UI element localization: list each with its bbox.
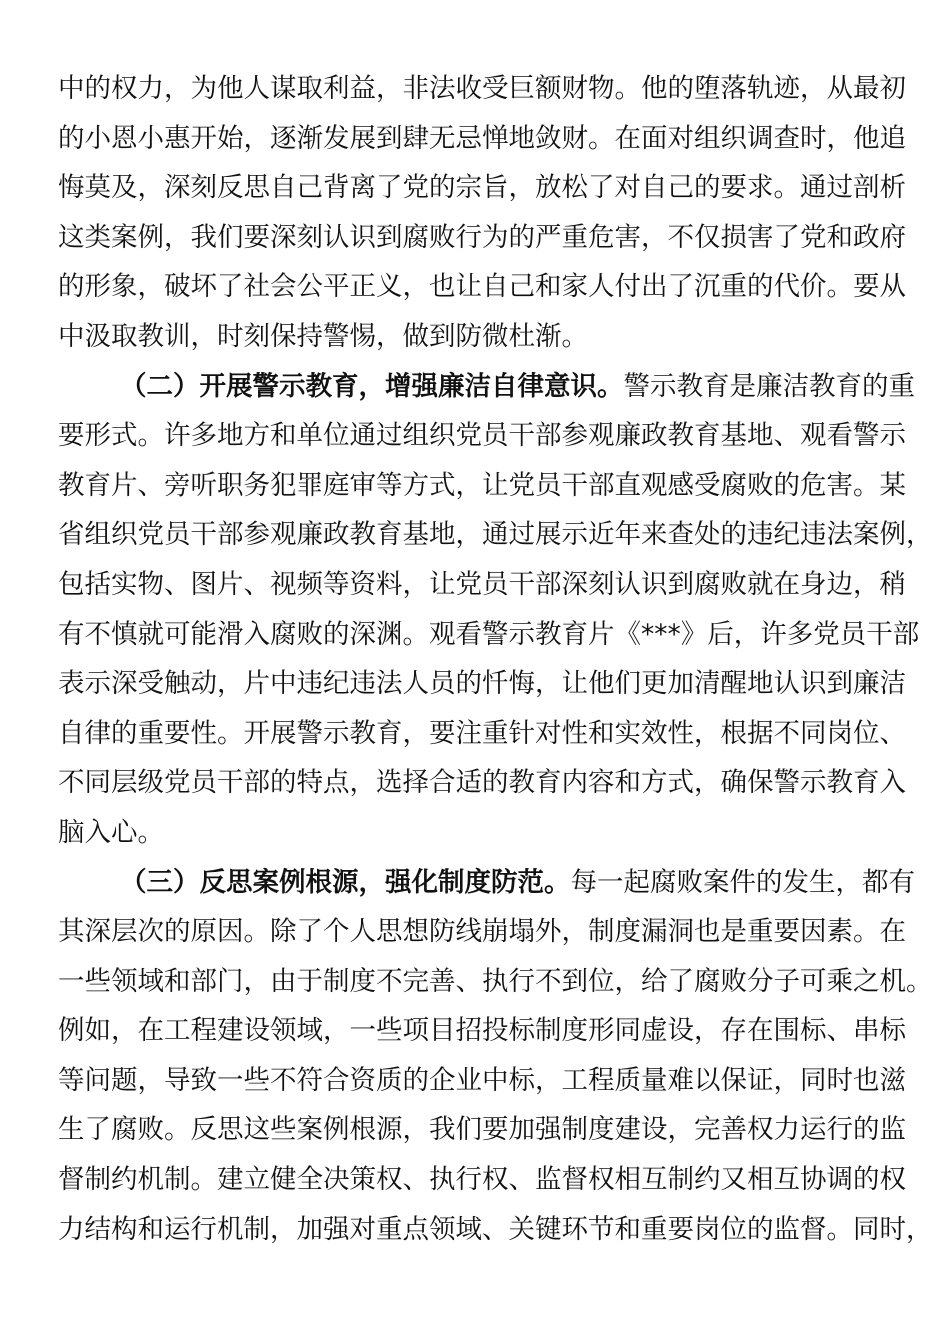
paragraph-line: 有不慎就可能滑入腐败的深渊。观看警示教育片《***》后，许多党员干部 — [58, 618, 920, 650]
paragraph-line: 悔莫及，深刻反思自己背离了党的宗旨，放松了对自己的要求。通过剖析 — [58, 172, 906, 204]
paragraph-line-rest: 每一起腐败案件的发生，都有 — [570, 866, 915, 898]
paragraph-line: 等问题，导致一些不符合资质的企业中标，工程质量难以保证，同时也滋 — [58, 1064, 906, 1096]
paragraph-line: 脑入心。 — [58, 816, 164, 848]
paragraph-line: 要形式。许多地方和单位通过组织党员干部参观廉政教育基地、观看警示 — [58, 420, 906, 452]
paragraph-line: 督制约机制。建立健全决策权、执行权、监督权相互制约又相互协调的权 — [58, 1164, 906, 1196]
paragraph-warning-education — [58, 362, 933, 858]
paragraph-line: 教育片、旁听职务犯罪庭审等方式，让党员干部直观感受腐败的危害。某 — [58, 469, 906, 501]
paragraph-line: 表示深受触动，片中违纪违法人员的忏悔，让他们更加清醒地认识到廉洁 — [58, 668, 906, 700]
paragraph-line-rest: 警示教育是廉洁教育的重 — [623, 370, 915, 402]
paragraph-line: 其深层次的原因。除了个人思想防线崩塌外，制度漏洞也是重要因素。在 — [58, 916, 906, 948]
paragraph-line: 生了腐败。反思这些案例根源，我们要加强制度建设，完善权力运行的监 — [58, 1114, 906, 1146]
paragraph-line: 省组织党员干部参观廉政教育基地，通过展示近年来查处的违纪违法案例， — [58, 519, 933, 551]
paragraph-line: 中汲取教训，时刻保持警惕，做到防微杜渐。 — [58, 320, 588, 352]
paragraph-line: 中的权力，为他人谋取利益，非法收受巨额财物。他的堕落轨迹，从最初 — [58, 73, 906, 104]
paragraph-line: 的形象，破坏了社会公平正义，也让自己和家人付出了沉重的代价。要从 — [58, 271, 906, 303]
paragraph-line: 这类案例，我们要深刻认识到腐败行为的严重危害，不仅损害了党和政府 — [58, 221, 906, 253]
document-body — [58, 64, 933, 1254]
paragraph-line: 一些领域和部门，由于制度不完善、执行不到位，给了腐败分子可乘之机。 — [58, 965, 933, 997]
paragraph-line: 的小恩小惠开始，逐渐发展到肆无忌惮地敛财。在面对组织调查时，他追 — [58, 122, 906, 154]
paragraph-line: 力结构和运行机制，加强对重点领域、关键环节和重要岗位的监督。同时， — [58, 1213, 933, 1245]
section-heading-2: （二）开展警示教育，增强廉洁自律意识。 — [120, 370, 624, 402]
paragraph-line: 包括实物、图片、视频等资料，让党员干部深刻认识到腐败就在身边，稍 — [58, 568, 906, 600]
paragraph-line: 例如，在工程建设领域，一些项目招投标制度形同虚设，存在围标、串标 — [58, 1015, 906, 1047]
paragraph-first-line — [58, 858, 915, 908]
paragraph-line: 不同层级党员干部的特点，选择合适的教育内容和方式，确保警示教育入 — [58, 767, 906, 799]
paragraph-system-prevention — [58, 858, 933, 1255]
section-heading-3: （三）反思案例根源，强化制度防范。 — [120, 866, 571, 898]
paragraph-case-reflection — [58, 64, 906, 362]
paragraph-line: 自律的重要性。开展警示教育，要注重针对性和实效性，根据不同岗位、 — [58, 717, 906, 749]
paragraph-first-line — [58, 362, 915, 412]
